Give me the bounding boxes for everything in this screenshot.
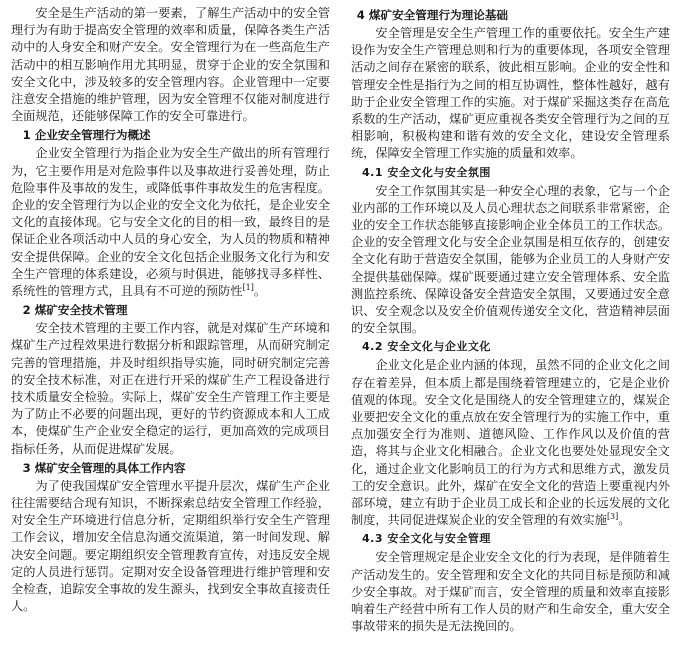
left-column [11, 5, 330, 616]
section-4-1-paragraph: 安全工作氛围其实是一种安全心理的表象，它与一个企业内部的工作环境以及人员心理状态之间联系非常紧密，企业的安全工作状态能够直接影响企业全体员工的工作状态。企业的安全管理文化与安全企业氛围是相互依存的，创建安全文化有助于营造安全氛围，能够为企业员工的人身财产安全提供基础保障。煤矿既要通过建立安全管理体系、安全监测监控系统、保障设备安全营造安全氛围，又要通过安全意识、安全观念以及安全价值观传递安全文化，营造精神层面的安全氛围。 [351, 183, 670, 336]
section-1-text: 企业安全管理行为指企业为安全生产做出的所有管理行为，它主要作用是对危险事件以及事故进行妥善处理，防止危险事件及事故的发生，或降低事件事故发生的危害程度。企业的安全管理行为以企业的安全文化为依托，是企业安全文化的直接体现。它与安全文化的目的相一致，最终目的是保证企业各项活动中人员的身心安全，为人员的物质和精神安全提供保障。企业的安全文化包括企业服务文化行为和安全生产管理的体系建设，必须与时俱进，能够找寻多样性、系统性的管理方式，且具有不可逆的预防性 [11, 146, 330, 299]
section-3-paragraph: 为了使我国煤矿安全管理水平提升层次，煤矿生产企业往往需要结合现有知识，不断探索总结安全管理工作经验，对安全生产环境进行信息分析，定期组织举行安全生产管理工作会议，增加安全信息沟通交流渠道，第一时间发现、解决安全问题。要定期组织安全管理教育宣传，对违反安全规定的人员进行惩罚。定期对安全设备管理进行维护管理和安全检查，追踪安全事故的发生源头，找到安全事故直接责任人。 [11, 478, 330, 614]
right-column [351, 5, 670, 636]
section-4-2-paragraph [351, 357, 670, 529]
citation-3: [3] [606, 512, 619, 522]
section-1-heading: 1 企业安全管理行为概述 [22, 128, 151, 143]
intro-paragraph: 安全是生产活动的第一要素，了解生产活动中的安全管理行为有助于提高安全管理的效率和质量，保障各类生产活动中的人身安全和财产安全。安全管理行为在一些高危生产活动中的相互影响作用尤其明显，贯穿于企业的安全氛围和安全文化中，涉及较多的安全管理内容。企业管理中一定要注意安全措施的维护管理，因为安全管理不仅能对制度进行全面规范，还能够保障工作的安全可靠进行。 [11, 6, 330, 124]
section-4-3-heading: 4.3 安全文化与安全管理 [362, 532, 491, 546]
section-4-2-end: 。 [618, 513, 631, 528]
section-3-heading: 3 煤矿安全管理的具体工作内容 [22, 460, 186, 475]
citation-1: [1] [242, 282, 254, 292]
section-4-2-heading: 4.2 安全文化与企业文化 [362, 340, 491, 354]
section-4-3-paragraph: 安全管理规定是企业安全文化的行为表现，是伴随着生产活动发生的。安全管理和安全文化的共同目标是预防和减少安全事故。对于煤矿而言，安全管理的质量和效率直接影响着生产经营中所有工作人员的财产和生命安全，重大安全事故带来的损失是无法挽回的。 [351, 550, 670, 634]
section-4-1-heading: 4.1 安全文化与安全氛围 [362, 165, 491, 179]
section-4-paragraph: 安全管理是安全生产管理工作的重要依托。安全生产建设作为安全生产管理总则和行为的重要体现，各项安全管理活动之间存在紧密的联系，彼此相互影响。企业的安全性和管理安全性是指行为之间的相互协调性，整体性越好，越有助于企业安全管理工作的实施。对于煤矿采掘这类存在高危系数的生产活动，煤矿更应重视各类安全管理行为之间的互相影响，积极构建和谐有效的安全文化，建设安全管理系统，保障安全管理工作实施的质量和效率。 [351, 26, 670, 161]
section-4-heading: 4 煤矿安全管理行为理论基础 [356, 8, 509, 22]
section-1-end: 。 [253, 284, 267, 299]
section-2-heading: 2 煤矿安全技术管理 [22, 303, 128, 318]
section-2-paragraph: 安全技术管理的主要工作内容，就是对煤矿生产环境和煤矿生产过程效果进行数据分析和跟踪管理，从而研究制定完善的管理措施，并及时组织指导实施，同时研究制定完善的安全技术标准，对正在进行开采的煤矿生产工程设备进行技术质量安全检验。实际上，煤矿安全生产管理工作主要是为了防止不必要的问题出现，更好的节约资源成本和人工成本，使煤矿生产企业安全稳定的运行，更加高效的完成项目指标任务，从而促进煤矿发展。 [11, 321, 330, 456]
section-4-2-text: 企业文化是企业内涵的体现，虽然不同的企业文化之间存在着差异，但本质上都是围绕着管理建立的，它是企业价值观的体现。安全文化是围绕人的安全管理建立的，煤炭企业要把安全文化的重点放在安全管理行为的实施工作中，重点加强安全行为准则、道德风险、工作作风以及价值的营造，将其与企业文化相融合。企业文化也要处处显现安全文化，通过企业文化影响员工的行为方式和思维方式，激发员工的安全意识。此外，煤矿在安全文化的营造上要重视内外部环境，建立有助于企业员工成长和企业的长远发展的文化制度，共同促进煤炭企业的安全管理的有效实施 [351, 358, 670, 528]
section-1-paragraph [11, 145, 330, 300]
